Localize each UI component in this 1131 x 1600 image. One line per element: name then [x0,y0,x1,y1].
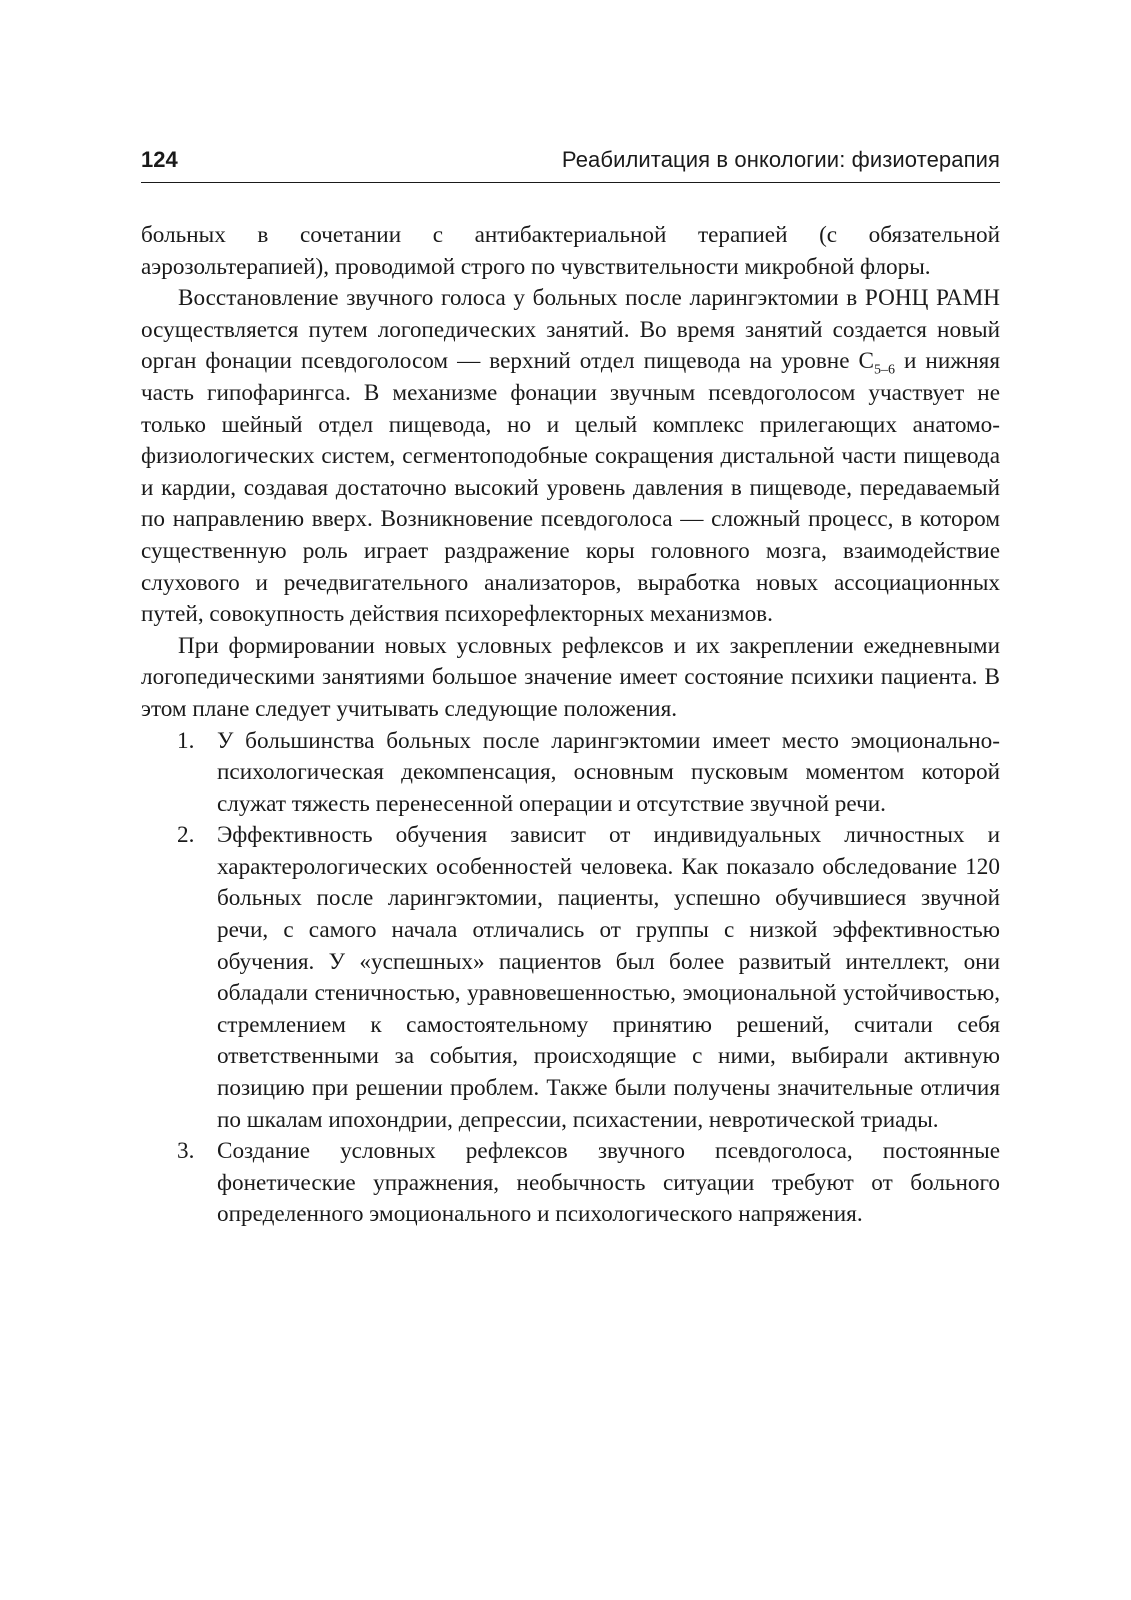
list-item-number: 2. [177,822,195,849]
paragraph-3: При формировании новых условных рефлексов и их закреплении ежедневными логопедическими занятиями большое значение имеет состояние психики пациента. В этом плане следует учитывать следующие положения. [141,632,1000,722]
list-item [141,726,1000,821]
numbered-list [141,726,1000,1232]
list-item [141,1136,1000,1231]
page-number: 124 [141,147,178,172]
list-item [141,820,1000,1136]
running-title: Реабилитация в онкологии: физиотерапия [561,147,1000,172]
page-body [141,220,1000,1231]
list-item-number: 1. [177,727,195,754]
list-item-number: 3. [177,1138,195,1165]
list-item-text: Эффективность обучения зависит от индивидуальных личностных и характерологических особенностей человека. Как показало обследование 120 больных после ларингэктомии, пациенты, успешно обучившиеся звучной речи, с самого начала отличались от группы с низкой эффективностью обучения. У «успешных» пациентов был более развитый интеллект, они обладали стеничностью, уравновешенностью, эмоциональной устойчивостью, стремлением к самостоятельному принятию решений, считали себя ответственными за события, происходящие с ними, выбирали активную позицию при решении проблем. Также были получены значительные отличия по шкалам ипохондрии, депрессии, психастении, невротической триады. [217,822,1000,1133]
list-item-text: У большинства больных после ларингэктомии имеет место эмоционально-психологическая декомпенсация, основным пусковым моментом которой служат тяжесть перенесенной операции и отсутствие звучной речи. [217,727,1000,817]
paragraph-2 [141,283,1000,631]
list-item-text: Создание условных рефлексов звучного псевдоголоса, постоянные фонетические упражнения, необычность ситуации требуют от больного определенного эмоционального и психологического напряжения. [217,1138,1000,1228]
paragraph-1: больных в сочетании с антибактериальной терапией (с обязательной аэрозольтерапией), проводимой строго по чувствительности микробной флоры. [141,222,1000,280]
paragraph-2-text-a: Восстановление звучного голоса у больных после ларингэктомии в РОНЦ РАМН осуществляется путем логопедических занятий. Во время занятий создается новый орган фонации псевдоголосом — верхний отдел пищевода на уровне С [141,285,1000,375]
page-header [141,146,1000,183]
paragraph-2-text-b: и нижняя часть гипофарингса. В механизме фонации звучным псевдоголосом участвует не только шейный отдел пищевода, но и целый комплекс прилегающих анатомо-физиологических систем, сегментоподобные сокращения дистальной части пищевода и кардии, создавая достаточно высокий уровень давления в пищеводе, передаваемый по направлению вверх. Возникновение псевдоголоса — сложный процесс, в котором существенную роль играет раздражение коры головного мозга, взаимодействие слухового и речедвигательного анализаторов, выработка новых ассоциационных путей, совокупность действия психорефлекторных механизмов. [141,348,1000,628]
vertebra-subscript: 5–6 [873,363,895,379]
